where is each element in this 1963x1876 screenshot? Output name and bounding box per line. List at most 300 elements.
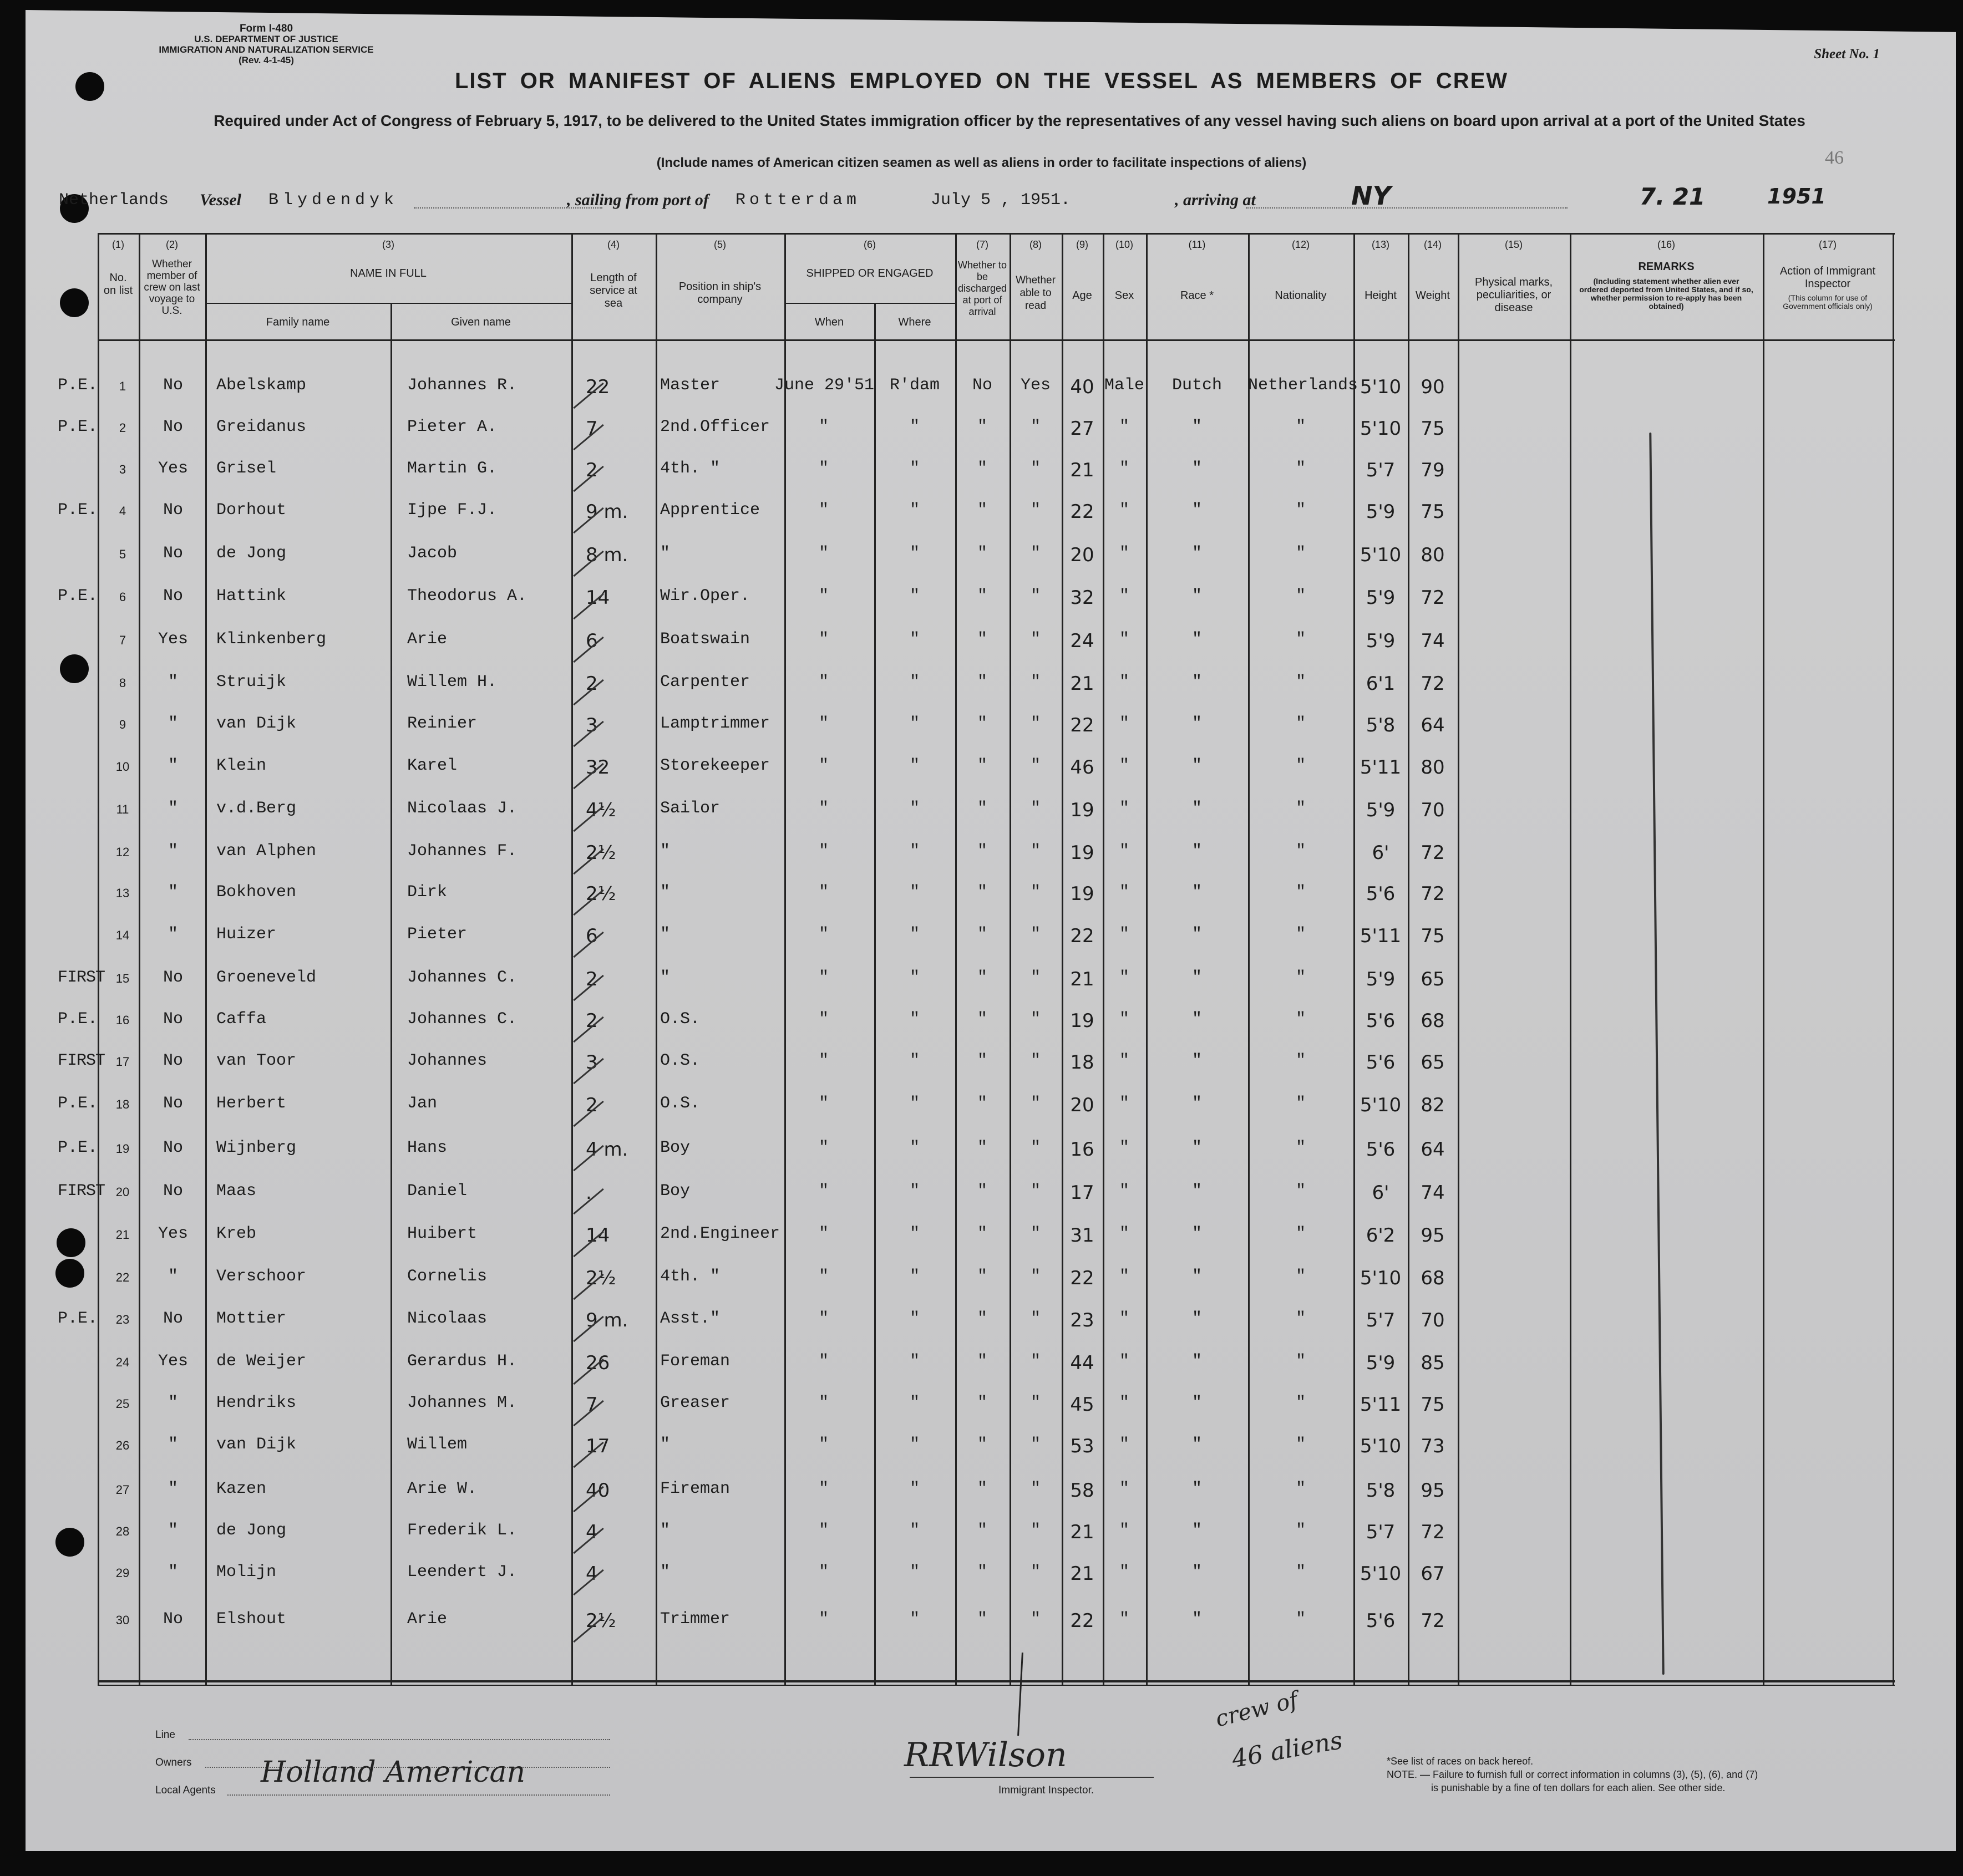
row-mark: FIRST [58,1182,105,1201]
row-sex: " [1119,925,1129,944]
row-given-name: Nicolaas [407,1309,488,1328]
row-discharged: " [977,1394,987,1412]
row-position: Lamptrimmer [660,714,770,733]
col14-number: (14) [1423,239,1442,250]
row-sex: " [1119,1394,1129,1412]
row-discharged: " [977,1563,987,1582]
row-nationality: " [1295,1051,1306,1070]
row-shipped-where: " [909,1352,920,1371]
row-family-name: Dorhout [216,501,287,520]
row-age: 21 [1070,673,1094,695]
row-able-to-read: " [1030,587,1041,606]
row-number: 15 [115,972,130,985]
table-row [0,1224,1963,1258]
row-position: Carpenter [660,673,750,692]
row-height: 5'11 [1360,1394,1402,1416]
row-shipped-when: June 29'51 [774,376,875,395]
row-nationality: " [1295,501,1306,520]
where-header: Where [898,316,931,328]
row-able-to-read: " [1030,1182,1041,1201]
row-family-name: Elshout [216,1610,287,1629]
col4-header: Length of service at sea [590,272,637,309]
row-number: 4 [119,504,126,518]
row-mark: P.E. [58,587,98,606]
table-row [0,459,1963,492]
row-weight: 70 [1421,1309,1445,1331]
row-family-name: Herbert [216,1094,287,1113]
row-able-to-read: " [1030,1563,1041,1582]
row-number: 14 [115,928,130,942]
table-row [0,968,1963,1001]
col7-header: Whether to be discharged at port of arrival [957,260,1007,317]
row-discharged: " [977,630,987,649]
row-able-to-read: " [1030,1267,1041,1286]
form-number: Form I-480 [239,23,293,34]
table-row [0,756,1963,790]
row-sex: " [1119,673,1129,692]
name-header-rule [205,303,571,304]
row-position: Asst." [660,1309,721,1328]
row-position: 4th. " [660,1267,721,1286]
row-family-name: v.d.Berg [216,799,297,818]
row-age: 22 [1070,714,1094,736]
row-position: O.S. [660,1010,701,1029]
row-able-to-read: Yes [1020,376,1051,395]
row-race: " [1191,630,1202,649]
manifest-subtitle: Required under Act of Congress of February 5, 1917, to be delivered to the United States immigration officer by the representatives of any vessel having such aliens on board upon arrival at a port of the United States [214,112,1805,129]
row-weight: 72 [1421,1610,1445,1632]
crew-count-note-2: 46 aliens [1230,1726,1345,1774]
row-given-name: Hans [407,1138,448,1157]
row-shipped-when: " [818,1094,829,1113]
col12-header: Nationality [1275,289,1327,302]
row-age: 32 [1070,587,1094,609]
row-number: 11 [116,802,129,816]
row-shipped-where: " [909,544,920,563]
page-number: 46 [1825,148,1844,168]
row-position: Master [660,376,721,395]
row-shipped-where: " [909,1138,920,1157]
col8-header: Whether able to read [1016,274,1056,312]
row-height: 5'10 [1360,1267,1402,1289]
local-agents-label: Local Agents [155,1785,216,1796]
table-row [0,1480,1963,1513]
row-sex: " [1119,587,1129,606]
table-row [0,587,1963,620]
row-given-name: Johannes F. [407,842,518,861]
row-shipped-when: " [818,1051,829,1070]
row-service-length: 40 [586,1480,610,1502]
row-shipped-where: " [909,1610,920,1629]
row-shipped-when: " [818,1267,829,1286]
row-position: Fireman [660,1480,731,1498]
row-service-length: 26 [586,1352,610,1374]
row-shipped-where: " [909,1309,920,1328]
row-sex: " [1119,1610,1129,1629]
row-service-length: 9 m. [586,1309,628,1331]
row-height: 5'10 [1360,1094,1402,1116]
row-nationality: " [1295,842,1306,861]
row-shipped-when: " [818,1521,829,1540]
row-number: 18 [115,1097,130,1111]
row-family-name: Wijnberg [216,1138,297,1157]
footnote [1387,1755,1897,1794]
row-weight: 80 [1421,756,1445,779]
row-height: 5'10 [1360,544,1402,566]
row-sex: " [1119,1138,1129,1157]
row-sex: " [1119,756,1129,775]
col10-header: Sex [1114,289,1134,302]
row-last-voyage: Yes [158,459,188,478]
row-service-length: 2½ [586,1267,616,1289]
header-bottom-rule [98,339,1895,341]
row-shipped-where: " [909,630,920,649]
row-shipped-when: " [818,1138,829,1157]
row-last-voyage: No [163,1051,183,1070]
row-sex: " [1119,1563,1129,1582]
row-discharged: " [977,1051,987,1070]
sailing-date: July 5 , 1951. [931,191,1071,210]
row-shipped-where: " [909,1051,920,1070]
row-discharged: " [977,842,987,861]
row-height: 5'10 [1360,376,1402,398]
table-row [0,673,1963,706]
row-family-name: Hattink [216,587,287,606]
row-nationality: " [1295,418,1306,436]
row-position: Boatswain [660,630,750,649]
row-service-length: 14 [586,1224,610,1247]
col6-number: (6) [864,239,876,250]
vessel-flag: Netherlands [59,191,169,210]
arriving-label: , arriving at [1175,191,1256,209]
row-sex: " [1119,418,1129,436]
sheet-number: Sheet No. 1 [1814,47,1880,62]
row-number: 7 [119,633,126,647]
row-number: 27 [115,1483,130,1497]
row-given-name: Leendert J. [407,1563,518,1582]
row-family-name: Molijn [216,1563,277,1582]
table-row [0,714,1963,748]
row-nationality: " [1295,1480,1306,1498]
row-nationality: " [1295,799,1306,818]
vessel-label: Vessel [200,191,241,209]
arrival-date: 7. 21 [1640,183,1706,210]
row-nationality: " [1295,1521,1306,1540]
row-shipped-when: " [818,714,829,733]
row-height: 5'7 [1366,1521,1396,1543]
row-age: 19 [1070,883,1094,905]
row-age: 21 [1070,459,1094,481]
row-weight: 72 [1421,1521,1445,1543]
row-height: 5'10 [1360,418,1402,440]
table-row [0,630,1963,663]
row-number: 19 [115,1142,130,1156]
row-position: Storekeeper [660,756,770,775]
row-service-length: 22 [586,376,610,398]
row-shipped-where: " [909,673,920,692]
departure-port: Rotterdam [736,191,861,210]
row-service-length: 7 [586,1394,598,1416]
row-age: 53 [1070,1435,1094,1457]
col7-number: (7) [976,239,988,250]
table-row [0,544,1963,577]
row-discharged: " [977,1138,987,1157]
row-last-voyage: Yes [158,1224,188,1243]
owners-label: Owners [155,1757,192,1768]
row-height: 6'2 [1366,1224,1396,1247]
row-weight: 95 [1421,1224,1445,1247]
row-weight: 72 [1421,842,1445,864]
row-race: " [1191,501,1202,520]
table-row [0,1394,1963,1427]
row-nationality: " [1295,1267,1306,1286]
row-weight: 80 [1421,544,1445,566]
row-race: " [1191,459,1202,478]
row-weight: 72 [1421,587,1445,609]
row-able-to-read: " [1030,544,1041,563]
row-able-to-read: " [1030,1610,1041,1629]
row-service-length: . [586,1182,592,1204]
row-shipped-when: " [818,1435,829,1454]
row-service-length: 2½ [586,883,616,905]
row-able-to-read: " [1030,968,1041,987]
row-race: " [1191,968,1202,987]
col11-header: Race * [1180,289,1214,302]
row-race: Dutch [1171,376,1222,395]
row-shipped-where: " [909,925,920,944]
row-race: " [1191,1267,1202,1286]
row-discharged: " [977,673,987,692]
row-height: 5'9 [1366,799,1396,821]
row-able-to-read: " [1030,883,1041,902]
row-given-name: Jacob [407,544,458,563]
row-family-name: de Jong [216,1521,287,1540]
row-nationality: " [1295,630,1306,649]
row-last-voyage: No [163,587,183,606]
row-able-to-read: " [1030,756,1041,775]
table-row [0,1010,1963,1043]
row-weight: 79 [1421,459,1445,481]
row-shipped-when: " [818,587,829,606]
row-service-length: 4½ [586,799,616,821]
row-shipped-where: " [909,1394,920,1412]
row-family-name: Groeneveld [216,968,317,987]
row-age: 21 [1070,1521,1094,1543]
row-number: 30 [115,1613,130,1627]
row-age: 24 [1070,630,1094,652]
row-nationality: " [1295,968,1306,987]
row-position: Foreman [660,1352,731,1371]
row-weight: 72 [1421,673,1445,695]
row-shipped-where: " [909,1435,920,1454]
row-service-length: 7 [586,418,598,440]
row-shipped-where: " [909,1480,920,1498]
row-able-to-read: " [1030,1224,1041,1243]
row-given-name: Nicolaas J. [407,799,518,818]
form-revision: (Rev. 4-1-45) [239,55,294,65]
row-race: " [1191,1051,1202,1070]
col11-number: (11) [1188,239,1206,250]
row-discharged: " [977,1480,987,1498]
row-number: 28 [115,1524,130,1538]
row-number: 17 [115,1055,130,1069]
row-discharged: " [977,799,987,818]
row-service-length: 4 [586,1563,598,1585]
row-number: 8 [119,676,126,690]
inspector-signature-line [910,1777,1154,1778]
row-number: 6 [119,590,126,604]
row-mark: P.E. [58,1010,98,1029]
col8-number: (8) [1029,239,1042,250]
row-shipped-where: " [909,501,920,520]
row-given-name: Johannes C. [407,968,518,987]
line-label: Line [155,1729,175,1741]
row-height: 5'7 [1366,1309,1396,1331]
row-mark: P.E. [58,1309,98,1328]
table-row [0,1182,1963,1215]
crew-count-note-1: crew of [1213,1687,1301,1732]
row-sex: " [1119,1435,1129,1454]
row-service-length: 2 [586,673,598,695]
row-position: 4th. " [660,459,721,478]
row-height: 5'6 [1366,1138,1396,1161]
row-last-voyage: " [168,1521,178,1540]
row-number: 20 [115,1185,130,1199]
row-shipped-when: " [818,1010,829,1029]
row-shipped-when: " [818,1563,829,1582]
row-number: 13 [115,886,130,900]
line-dots [189,1739,610,1740]
row-number: 29 [115,1566,130,1580]
row-last-voyage: No [163,1094,183,1113]
row-able-to-read: " [1030,418,1041,436]
row-nationality: Netherlands [1248,376,1358,395]
row-height: 5'10 [1360,1563,1402,1585]
row-position: 2nd.Officer [660,418,770,436]
row-last-voyage: " [168,673,178,692]
row-discharged: " [977,1435,987,1454]
row-shipped-where: " [909,418,920,436]
row-race: " [1191,1182,1202,1201]
table-row [0,1352,1963,1385]
row-weight: 74 [1421,630,1445,652]
row-last-voyage: No [163,1138,183,1157]
row-given-name: Pieter A. [407,418,498,436]
row-number: 12 [115,845,130,859]
row-weight: 75 [1421,925,1445,947]
row-able-to-read: " [1030,1521,1041,1540]
row-service-length: 3 [586,714,598,736]
row-service-length: 17 [586,1435,610,1457]
row-weight: 64 [1421,714,1445,736]
row-service-length: 2½ [586,1610,616,1632]
row-height: 5'6 [1366,1051,1396,1074]
row-age: 46 [1070,756,1094,779]
row-shipped-where: " [909,1010,920,1029]
row-weight: 90 [1421,376,1445,398]
row-last-voyage: No [163,376,183,395]
row-number: 5 [119,547,126,561]
table-row [0,1309,1963,1343]
row-given-name: Willem [407,1435,468,1454]
row-family-name: Bokhoven [216,883,297,902]
row-able-to-read: " [1030,630,1041,649]
row-able-to-read: " [1030,1094,1041,1113]
row-age: 22 [1070,1267,1094,1289]
row-given-name: Dirk [407,883,448,902]
row-family-name: Kreb [216,1224,257,1243]
row-race: " [1191,1394,1202,1412]
row-weight: 65 [1421,968,1445,990]
row-able-to-read: " [1030,1480,1041,1498]
col16-subheader: (Including statement whether alien ever ordered deported from United States, and if so, whether permission to re-apply has been obtained) [1579,277,1753,311]
row-service-length: 6 [586,630,598,652]
row-height: 5'6 [1366,1010,1396,1032]
row-last-voyage: " [168,883,178,902]
row-shipped-when: " [818,968,829,987]
row-age: 22 [1070,925,1094,947]
row-service-length: 2½ [586,842,616,864]
table-row [0,1563,1963,1596]
row-last-voyage: " [168,842,178,861]
row-race: " [1191,714,1202,733]
row-last-voyage: No [163,418,183,436]
row-height: 5'7 [1366,459,1396,481]
row-shipped-where: " [909,714,920,733]
row-race: " [1191,883,1202,902]
row-race: " [1191,1521,1202,1540]
row-shipped-where: " [909,842,920,861]
row-able-to-read: " [1030,842,1041,861]
punch-hole [60,288,89,317]
row-able-to-read: " [1030,1138,1041,1157]
row-nationality: " [1295,1138,1306,1157]
row-given-name: Martin G. [407,459,498,478]
row-position: " [660,1435,671,1454]
col13-number: (13) [1371,239,1389,250]
row-height: 6' [1372,1182,1389,1204]
row-discharged: No [972,376,992,395]
row-age: 17 [1070,1182,1094,1204]
row-nationality: " [1295,1094,1306,1113]
row-service-length: 2 [586,459,598,481]
row-given-name: Reinier [407,714,478,733]
row-sex: " [1119,1267,1129,1286]
row-shipped-when: " [818,1480,829,1498]
row-height: 5'8 [1366,1480,1396,1502]
col4-number: (4) [607,239,620,250]
row-last-voyage: " [168,1435,178,1454]
row-family-name: Huizer [216,925,277,944]
table-row [0,1267,1963,1300]
row-shipped-where: " [909,587,920,606]
row-age: 19 [1070,842,1094,864]
row-nationality: " [1295,714,1306,733]
row-discharged: " [977,501,987,520]
row-shipped-where: " [909,1094,920,1113]
row-weight: 68 [1421,1010,1445,1032]
table-row [0,925,1963,958]
row-able-to-read: " [1030,1394,1041,1412]
col17-subheader: (This column for use of Government officials only) [1783,293,1873,311]
family-name-header: Family name [266,316,330,328]
row-family-name: Klein [216,756,267,775]
row-nationality: " [1295,1224,1306,1243]
row-family-name: de Weijer [216,1352,307,1371]
col2-header: Whether member of crew on last voyage to U.S. [144,258,200,317]
row-shipped-where: " [909,459,920,478]
row-race: " [1191,1138,1202,1157]
